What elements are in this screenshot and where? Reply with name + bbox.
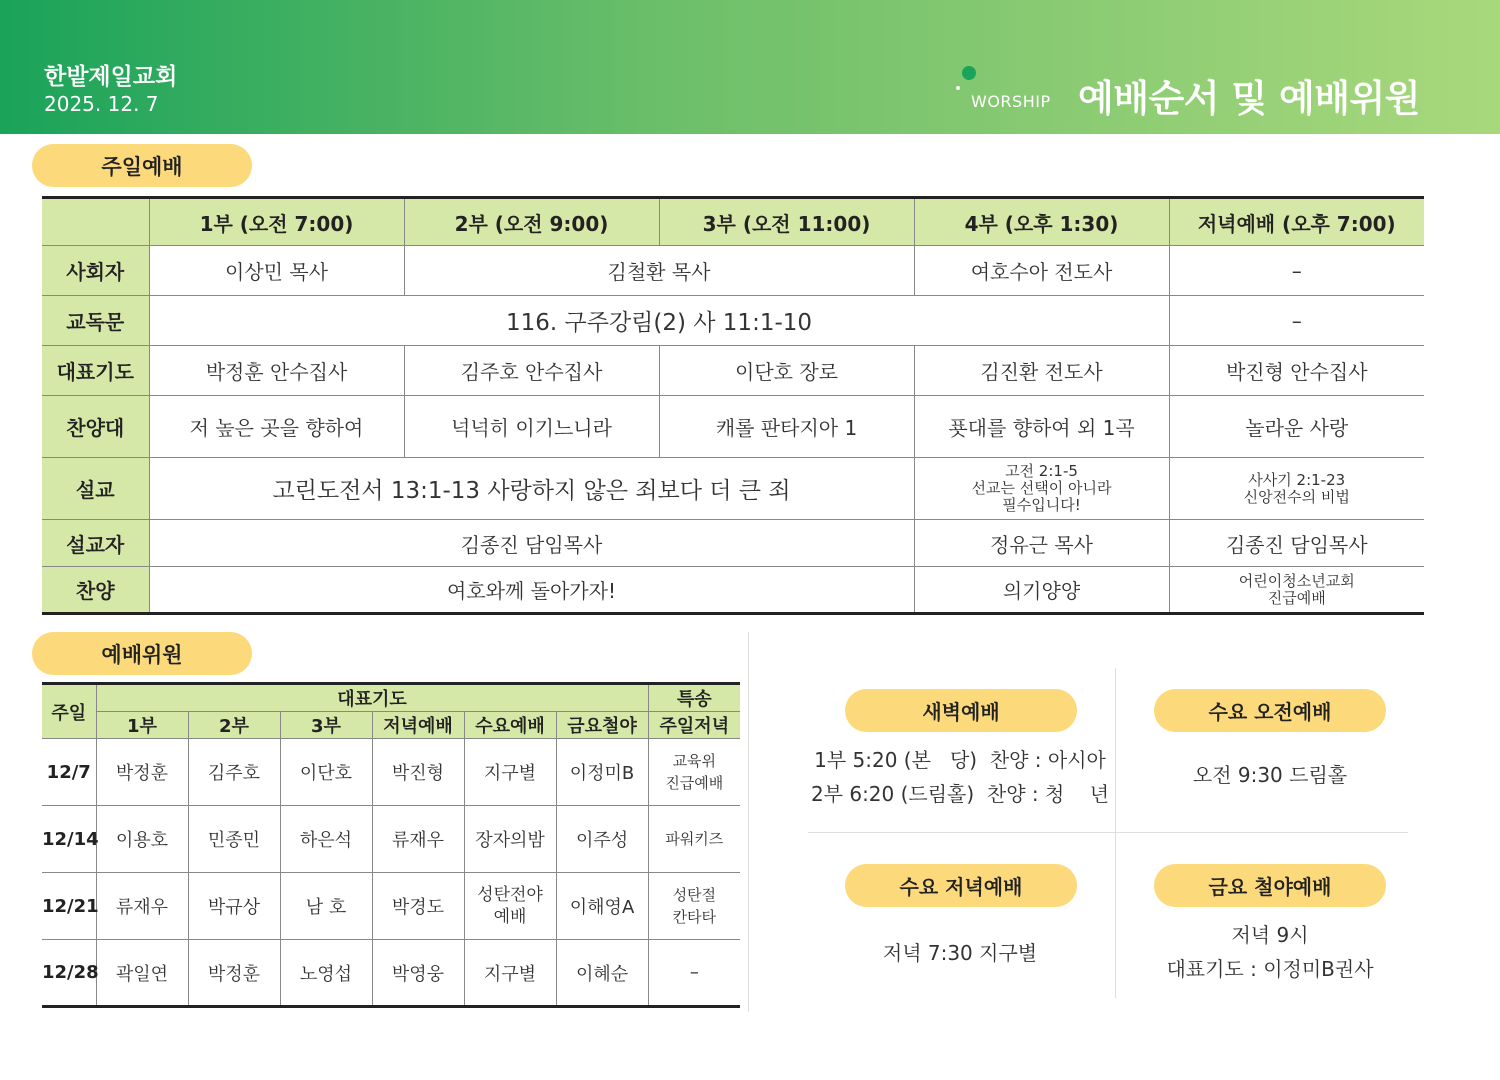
- cell: [1169, 458, 1424, 520]
- cell: 김진환 전도사: [914, 346, 1169, 396]
- cell: [1169, 567, 1424, 614]
- cell: 박영웅: [372, 940, 464, 1007]
- cell: 정유근 목사: [914, 520, 1169, 567]
- cell: 박경도: [372, 873, 464, 940]
- special-header: 특송: [648, 684, 740, 712]
- cell: 김주호: [188, 739, 280, 806]
- sermon-line: 선교는 선택이 아니라: [971, 479, 1112, 497]
- sub-header: 금요철야: [556, 712, 648, 739]
- cell: 노영섭: [280, 940, 372, 1007]
- cell-line: 예배: [493, 907, 527, 927]
- section-title: 예배순서 및 예배위원: [1078, 77, 1420, 120]
- cell: –: [1169, 296, 1424, 346]
- cell: 여호수아 전도사: [914, 246, 1169, 296]
- wed-evening-info: 저녁 7:30 지구별: [882, 941, 1038, 965]
- members-pill: 예배위원: [32, 632, 252, 675]
- row-header: 찬양: [42, 567, 149, 614]
- sub-header: 저녁예배: [372, 712, 464, 739]
- cell: 푯대를 향하여 외 1곡: [914, 396, 1169, 458]
- date-cell: 12/14: [42, 806, 96, 873]
- sub-header: 1부: [96, 712, 188, 739]
- row-header: 교독문: [42, 296, 149, 346]
- cell: 김주호 안수집사: [404, 346, 659, 396]
- cell: 이해영A: [556, 873, 648, 940]
- cell: 박규상: [188, 873, 280, 940]
- cell: 박정훈 안수집사: [149, 346, 404, 396]
- section-label: WORSHIP: [971, 92, 1051, 111]
- dawn-service-pill: 새벽예배: [845, 689, 1077, 732]
- bulletin-date: 2025. 12. 7: [44, 92, 159, 116]
- fri-night-pill: 금요 철야예배: [1154, 864, 1386, 907]
- cell: [648, 739, 740, 806]
- cell: 류재우: [96, 873, 188, 940]
- info-line: 대표기도 : 이정미B권사: [1166, 957, 1374, 981]
- cell: 저 높은 곳을 향하여: [149, 396, 404, 458]
- wed-morning-info: 오전 9:30 드림홀: [1192, 763, 1348, 787]
- cell: 민종민: [188, 806, 280, 873]
- sub-header: 주일저녁: [648, 712, 740, 739]
- cell: 이상민 목사: [149, 246, 404, 296]
- col-header: 2부 (오전 9:00): [404, 198, 659, 246]
- cell: 남 호: [280, 873, 372, 940]
- sermon-line: 사사기 2:1-23: [1248, 470, 1346, 489]
- row-header: 찬양대: [42, 396, 149, 458]
- col-header: 3부 (오전 11:00): [659, 198, 914, 246]
- wed-evening-pill: 수요 저녁예배: [845, 864, 1077, 907]
- praise-line: 어린이청소년교회: [1238, 571, 1355, 590]
- small-dot-icon: [956, 86, 960, 90]
- cell: 장자의밤: [464, 806, 556, 873]
- cell: 의기양양: [914, 567, 1169, 614]
- cell: 넉넉히 이기느니라: [404, 396, 659, 458]
- cell: 박진형 안수집사: [1169, 346, 1424, 396]
- cell: 박정훈: [188, 940, 280, 1007]
- col-header: 4부 (오후 1:30): [914, 198, 1169, 246]
- cell: 박정훈: [96, 739, 188, 806]
- col-header: 저녁예배 (오후 7:00): [1169, 198, 1424, 246]
- cell-line: 진급예배: [665, 774, 724, 792]
- corner-cell: [42, 198, 149, 246]
- cell: 116. 구주강림(2) 사 11:1-10: [149, 296, 1169, 346]
- members-table: [42, 682, 740, 1008]
- table-row: [42, 739, 740, 806]
- date-cell: 12/7: [42, 739, 96, 806]
- cell: 이혜순: [556, 940, 648, 1007]
- date-cell: 12/28: [42, 940, 96, 1007]
- info-line: 1부 5:20 (본 당) 찬양 : 아시아: [814, 748, 1106, 772]
- cell: –: [648, 940, 740, 1007]
- cell: 놀라운 사랑: [1169, 396, 1424, 458]
- dawn-service-info: [790, 743, 1130, 811]
- sub-header: 수요예배: [464, 712, 556, 739]
- info-line: 2부 6:20 (드림홀) 찬양 : 청 년: [810, 782, 1110, 806]
- table-row: [42, 806, 740, 873]
- cell: 지구별: [464, 739, 556, 806]
- sunday-service-table: [42, 196, 1424, 615]
- church-name: 한밭제일교회: [44, 64, 178, 90]
- cell: –: [1169, 246, 1424, 296]
- cell: 이주성: [556, 806, 648, 873]
- week-header: 주일: [42, 684, 96, 739]
- cell: [914, 458, 1169, 520]
- cell-line: 칸타타: [672, 908, 717, 926]
- col-header: 1부 (오전 7:00): [149, 198, 404, 246]
- sermon-line: 신앙전수의 비법: [1243, 487, 1350, 506]
- cell: 여호와께 돌아가자!: [149, 567, 914, 614]
- cell: 김종진 담임목사: [1169, 520, 1424, 567]
- cell: 하은석: [280, 806, 372, 873]
- fri-night-info: [1120, 918, 1420, 986]
- wed-morning-pill: 수요 오전예배: [1154, 689, 1386, 732]
- table-row: [42, 873, 740, 940]
- divider: [748, 632, 749, 1012]
- date-cell: 12/21: [42, 873, 96, 940]
- cell: 김종진 담임목사: [149, 520, 914, 567]
- cell-line: 교육위: [672, 752, 717, 770]
- sub-header: 2부: [188, 712, 280, 739]
- cell: 이용호: [96, 806, 188, 873]
- cell: 박진형: [372, 739, 464, 806]
- sub-header: 3부: [280, 712, 372, 739]
- dot-icon: [962, 66, 976, 80]
- cell: [648, 873, 740, 940]
- cell: [464, 873, 556, 940]
- prayer-header: 대표기도: [96, 684, 648, 712]
- cell: 캐롤 판타지아 1: [659, 396, 914, 458]
- cell: 파워키즈: [648, 806, 740, 873]
- divider: [1115, 668, 1116, 998]
- row-header: 설교: [42, 458, 149, 520]
- info-line: 저녁 9시: [1231, 923, 1309, 947]
- sermon-line: 고전 2:1-5: [1005, 462, 1078, 480]
- row-header: 설교자: [42, 520, 149, 567]
- cell: 지구별: [464, 940, 556, 1007]
- table-row: [42, 940, 740, 1007]
- cell: 이단호 장로: [659, 346, 914, 396]
- cell: 고린도전서 13:1-13 사랑하지 않은 죄보다 더 큰 죄: [149, 458, 914, 520]
- cell: 김철환 목사: [404, 246, 914, 296]
- cell: 류재우: [372, 806, 464, 873]
- cell: 이단호: [280, 739, 372, 806]
- praise-line: 진급예배: [1267, 588, 1326, 607]
- cell: 곽일연: [96, 940, 188, 1007]
- sunday-service-pill: 주일예배: [32, 144, 252, 187]
- sermon-line: 필수입니다!: [1002, 496, 1081, 514]
- row-header: 대표기도: [42, 346, 149, 396]
- row-header: 사회자: [42, 246, 149, 296]
- cell-line: 성탄절: [672, 886, 717, 904]
- header-banner: [0, 0, 1500, 134]
- cell-line: 성탄전야: [477, 885, 543, 905]
- cell: 이정미B: [556, 739, 648, 806]
- divider: [808, 832, 1408, 833]
